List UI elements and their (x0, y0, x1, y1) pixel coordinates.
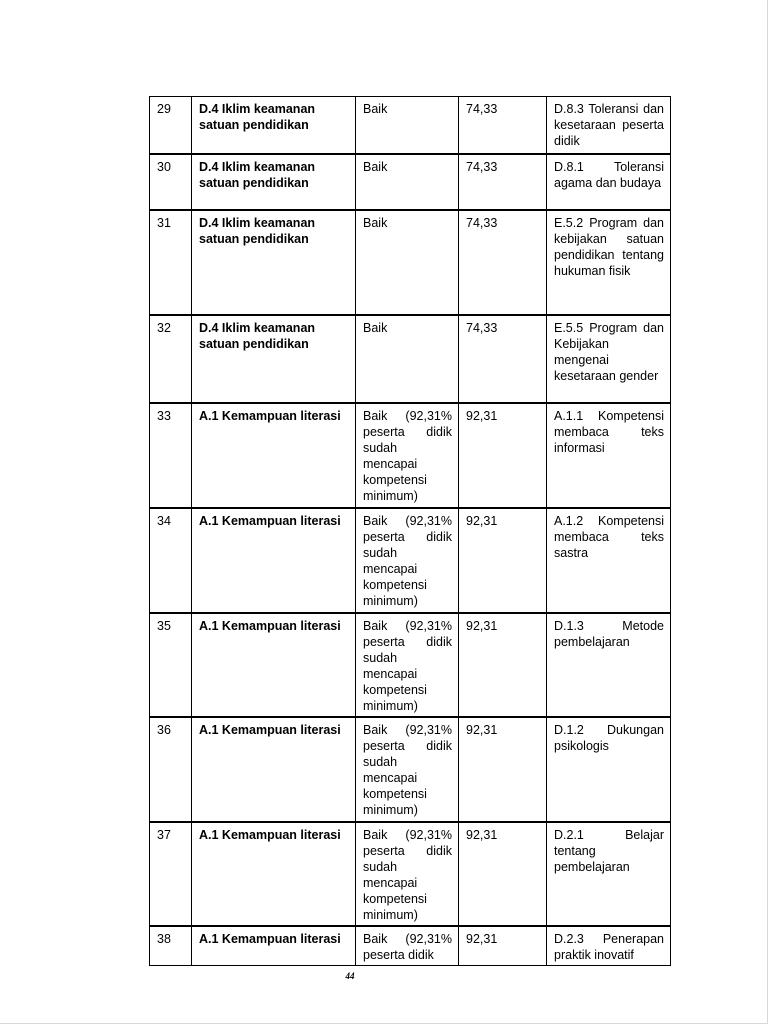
indicator-cell (547, 822, 671, 926)
achievement-cell (356, 717, 459, 822)
achievement-text: Baik (92,31% peserta didik sudah mencapai kompetensi minimum) (363, 618, 452, 713)
achievement-cell (356, 822, 459, 926)
row-number: 29 (150, 97, 192, 154)
achievement-text: Baik (92,31% peserta didik sudah mencapai kompetensi minimum) (363, 827, 452, 922)
table-row (150, 508, 671, 613)
table-row (150, 717, 671, 822)
achievement-text: Baik (363, 215, 388, 230)
score-cell: 92,31 (459, 926, 547, 966)
indicator-text: D.8.1 Toleransi agama dan budaya (554, 159, 664, 190)
achievement-cell (356, 315, 459, 403)
row-number: 38 (150, 926, 192, 966)
score-cell: 74,33 (459, 315, 547, 403)
indicator-text: A.1.1 Kompetensi membaca teks informasi (554, 408, 664, 455)
indicator-cell (547, 315, 671, 403)
achievement-cell (356, 403, 459, 508)
achievement-cell (356, 210, 459, 315)
table-row (150, 403, 671, 508)
row-number: 30 (150, 154, 192, 210)
score-cell: 92,31 (459, 403, 547, 508)
indicator-cell (547, 717, 671, 822)
table-row (150, 315, 671, 403)
table-row (150, 154, 671, 210)
aspect-cell: D.4 Iklim keamanan satuan pendidikan (192, 315, 356, 403)
indicator-text: D.2.1 Belajar tentang pembelajaran (554, 827, 664, 874)
page-number: 44 (345, 971, 355, 981)
row-number: 33 (150, 403, 192, 508)
achievement-cell (356, 97, 459, 154)
table-row (150, 210, 671, 315)
indicator-text: E.5.2 Program dan kebijakan satuan pendidikan tentang hukuman fisik (554, 215, 664, 278)
aspect-cell: A.1 Kemampuan literasi (192, 822, 356, 926)
indicator-cell (547, 210, 671, 315)
achievement-text: Baik (363, 320, 388, 335)
score-cell: 74,33 (459, 210, 547, 315)
achievement-cell (356, 613, 459, 717)
assessment-table (149, 96, 671, 966)
row-number: 31 (150, 210, 192, 315)
achievement-text: Baik (363, 102, 388, 116)
achievement-text: Baik (363, 159, 388, 174)
indicator-text: D.1.3 Metode pembelajaran (554, 618, 664, 649)
row-number: 34 (150, 508, 192, 613)
indicator-cell (547, 508, 671, 613)
row-number: 32 (150, 315, 192, 403)
table-row (150, 926, 671, 966)
achievement-cell (356, 154, 459, 210)
score-cell: 74,33 (459, 97, 547, 154)
score-cell: 74,33 (459, 154, 547, 210)
aspect-cell: A.1 Kemampuan literasi (192, 613, 356, 717)
aspect-cell: D.4 Iklim keamanan satuan pendidikan (192, 97, 356, 154)
achievement-text: Baik (92,31% peserta didik sudah mencapai kompetensi minimum) (363, 408, 452, 503)
aspect-cell: D.4 Iklim keamanan satuan pendidikan (192, 210, 356, 315)
aspect-cell: A.1 Kemampuan literasi (192, 926, 356, 966)
indicator-text: E.5.5 Program dan Kebijakan mengenai kesetaraan gender (554, 320, 664, 383)
score-cell: 92,31 (459, 717, 547, 822)
indicator-cell (547, 613, 671, 717)
table-row (150, 97, 671, 154)
aspect-cell: A.1 Kemampuan literasi (192, 717, 356, 822)
score-cell: 92,31 (459, 822, 547, 926)
indicator-cell (547, 97, 671, 154)
indicator-text: A.1.2 Kompetensi membaca teks sastra (554, 513, 664, 560)
achievement-text: Baik (92,31% peserta didik (363, 931, 452, 962)
table-row (150, 613, 671, 717)
indicator-cell (547, 926, 671, 966)
aspect-cell: A.1 Kemampuan literasi (192, 403, 356, 508)
indicator-cell (547, 154, 671, 210)
aspect-cell: A.1 Kemampuan literasi (192, 508, 356, 613)
row-number: 36 (150, 717, 192, 822)
achievement-cell (356, 508, 459, 613)
indicator-text: D.2.3 Penerapan praktik inovatif (554, 931, 664, 962)
indicator-cell (547, 403, 671, 508)
row-number: 35 (150, 613, 192, 717)
indicator-text: D.8.3 Toleransi dan kesetaraan peserta didik (554, 102, 664, 148)
score-cell: 92,31 (459, 508, 547, 613)
table-row (150, 822, 671, 926)
score-cell: 92,31 (459, 613, 547, 717)
row-number: 37 (150, 822, 192, 926)
indicator-text: D.1.2 Dukungan psikologis (554, 722, 664, 753)
achievement-text: Baik (92,31% peserta didik sudah mencapai kompetensi minimum) (363, 722, 452, 817)
aspect-cell: D.4 Iklim keamanan satuan pendidikan (192, 154, 356, 210)
achievement-cell (356, 926, 459, 966)
achievement-text: Baik (92,31% peserta didik sudah mencapai kompetensi minimum) (363, 513, 452, 608)
